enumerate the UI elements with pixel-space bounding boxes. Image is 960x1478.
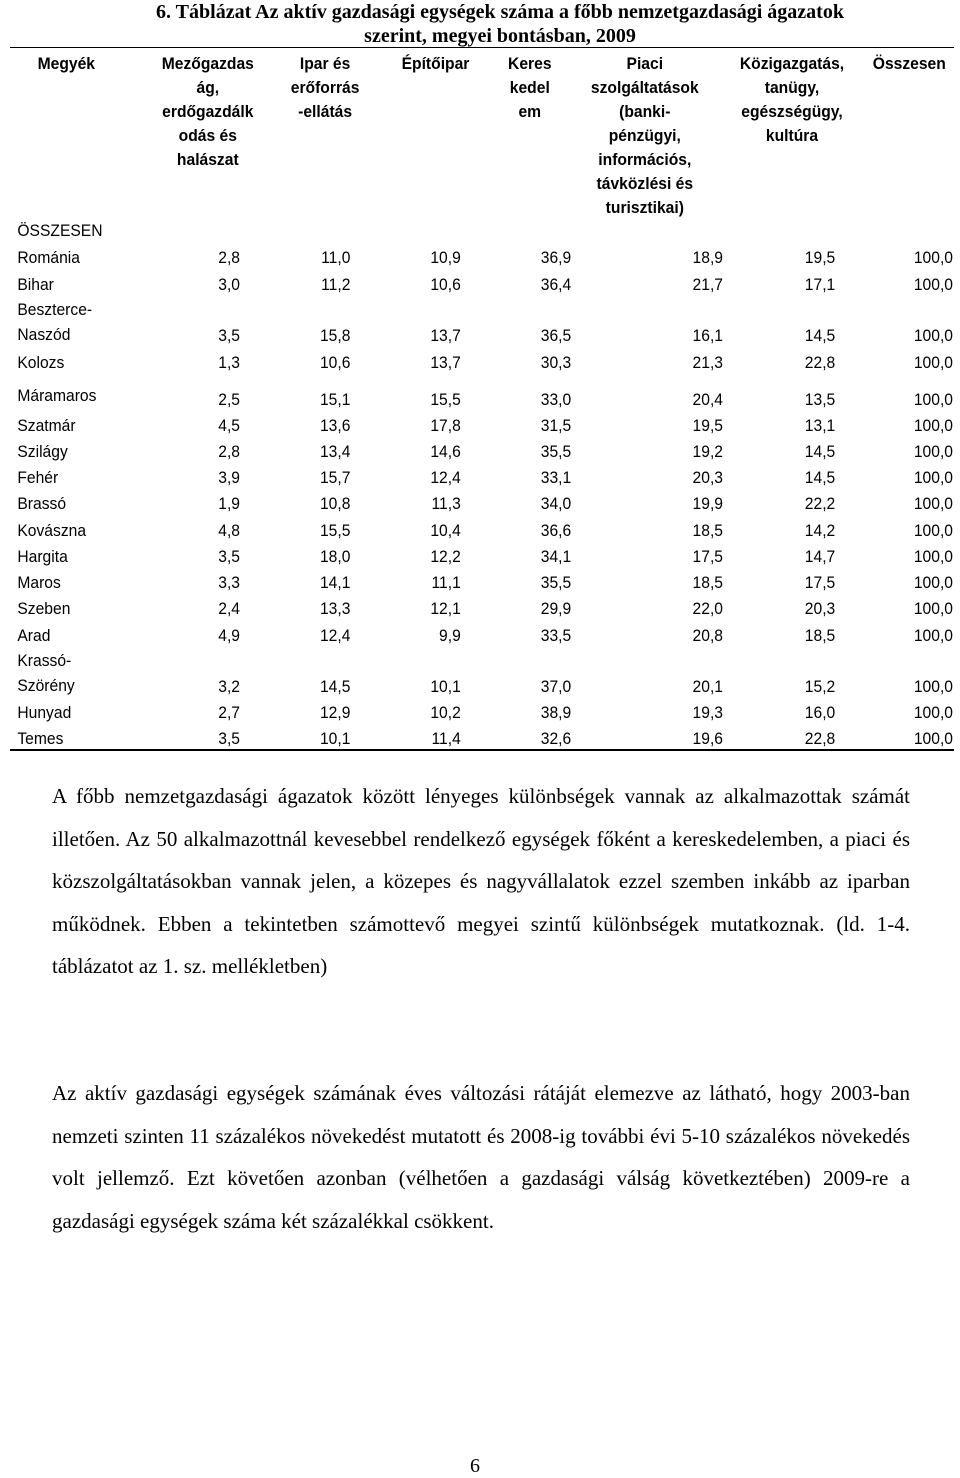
table-cell: 20,3 bbox=[692, 468, 723, 487]
table-row bbox=[10, 491, 954, 517]
county-name bbox=[17, 383, 96, 408]
header-total: Összesen bbox=[872, 54, 946, 73]
table-cell: 100,0 bbox=[913, 468, 953, 487]
county-name-line: Beszterce- bbox=[17, 300, 93, 319]
county-name-line: Maros bbox=[17, 573, 61, 592]
table-cell: 16,1 bbox=[692, 326, 723, 345]
table-cell: 100,0 bbox=[913, 703, 953, 722]
county-name-line: Máramaros bbox=[17, 386, 97, 405]
county-name bbox=[17, 272, 54, 297]
header-line: halászat bbox=[176, 150, 239, 169]
header-line: em bbox=[518, 102, 542, 121]
table-cell: 100,0 bbox=[913, 521, 953, 540]
table-cell: 21,3 bbox=[692, 353, 723, 372]
table-cell: 18,0 bbox=[319, 547, 351, 566]
county-name bbox=[17, 544, 67, 569]
table-cell: 13,3 bbox=[319, 599, 351, 618]
header-county: Megyék bbox=[37, 54, 95, 73]
table-cell: 100,0 bbox=[913, 729, 953, 748]
table-cell: 3,3 bbox=[218, 573, 240, 592]
county-name-line: Kolozs bbox=[17, 353, 65, 372]
table-cell: 22,2 bbox=[804, 494, 836, 513]
table-cell: 29,9 bbox=[540, 599, 572, 618]
header-line: kultúra bbox=[765, 126, 819, 145]
table-title bbox=[60, 0, 940, 48]
county-name bbox=[17, 439, 67, 464]
table-cell: 18,5 bbox=[692, 573, 723, 592]
table-row bbox=[10, 413, 954, 439]
table-cell: 21,7 bbox=[692, 275, 723, 294]
table-cell: 38,9 bbox=[540, 703, 572, 722]
county-name-line: Hargita bbox=[17, 547, 68, 566]
table-cell: 4,5 bbox=[218, 416, 240, 435]
table-cell: 11,0 bbox=[321, 248, 351, 267]
table-cell: 10,1 bbox=[430, 677, 461, 696]
table-cell: 33,5 bbox=[540, 626, 572, 645]
table-row bbox=[10, 596, 954, 622]
header-line: (banki- bbox=[619, 102, 671, 121]
table-cell: 13,4 bbox=[319, 442, 351, 461]
header-line: pénzügyi, bbox=[608, 126, 681, 145]
table-title-line-2: szerint, megyei bontásban, 2009 bbox=[364, 25, 636, 47]
table-cell: 17,5 bbox=[692, 547, 723, 566]
table-cell: 13,5 bbox=[804, 390, 836, 409]
table-cell: 17,1 bbox=[804, 275, 836, 294]
county-name bbox=[17, 700, 71, 725]
table-cell: 12,1 bbox=[430, 599, 461, 618]
table-cell: 14,1 bbox=[319, 573, 351, 592]
table-cell: 18,5 bbox=[692, 521, 723, 540]
table-cell: 100,0 bbox=[913, 353, 953, 372]
table-cell: 100,0 bbox=[913, 326, 953, 345]
table-cell: 1,3 bbox=[218, 353, 240, 372]
header-line: Mezőgazdas bbox=[161, 54, 254, 73]
county-name-line: Arad bbox=[17, 626, 51, 645]
table-cell: 9,9 bbox=[439, 626, 461, 645]
header-line: egészségügy, bbox=[741, 102, 843, 121]
table-cell: 35,5 bbox=[540, 442, 572, 461]
table-cell: 14,5 bbox=[804, 468, 836, 487]
table-cell: 20,3 bbox=[804, 599, 836, 618]
county-name-line: Hunyad bbox=[17, 703, 72, 722]
header-industry bbox=[268, 52, 383, 124]
table-cell: 15,8 bbox=[319, 326, 351, 345]
county-name-line: Krassó- bbox=[17, 651, 72, 670]
table-cell: 100,0 bbox=[913, 547, 953, 566]
table-row bbox=[10, 387, 954, 413]
county-name-line: Brassó bbox=[17, 494, 67, 513]
table-cell: 35,5 bbox=[540, 573, 572, 592]
table-cell: 12,2 bbox=[430, 547, 461, 566]
county-name bbox=[17, 491, 66, 516]
header-line: ág, bbox=[196, 78, 220, 97]
page-number: 6 bbox=[470, 1455, 480, 1477]
county-name-line: Temes bbox=[17, 729, 64, 748]
header-line: információs, bbox=[598, 150, 692, 169]
table-cell: 22,0 bbox=[692, 599, 723, 618]
table-cell: 19,2 bbox=[692, 442, 723, 461]
table-row bbox=[10, 245, 954, 271]
table-cell: 100,0 bbox=[913, 677, 953, 696]
county-name-line: Szatmár bbox=[17, 416, 76, 435]
county-name bbox=[17, 623, 50, 648]
header-line: szolgáltatások bbox=[590, 78, 699, 97]
table-cell: 12,4 bbox=[430, 468, 461, 487]
table-cell: 10,1 bbox=[319, 729, 351, 748]
table-cell: 100,0 bbox=[913, 390, 953, 409]
county-name bbox=[17, 245, 80, 270]
table-cell: 100,0 bbox=[913, 626, 953, 645]
table-cell: 36,6 bbox=[540, 521, 572, 540]
table-cell: 20,1 bbox=[692, 677, 723, 696]
table-cell: 10,8 bbox=[319, 494, 351, 513]
table-cell: 15,2 bbox=[804, 677, 836, 696]
table-cell: 13,1 bbox=[804, 416, 836, 435]
table-bottom-rule bbox=[10, 749, 954, 751]
table-row bbox=[10, 300, 954, 349]
table-cell: 19,6 bbox=[692, 729, 723, 748]
header-line: távközlési és bbox=[596, 174, 694, 193]
county-name-line: Naszód bbox=[17, 325, 71, 344]
header-line: -ellátás bbox=[298, 102, 353, 121]
county-name bbox=[17, 518, 86, 543]
table-cell: 4,9 bbox=[218, 626, 240, 645]
table-cell: 31,5 bbox=[540, 416, 572, 435]
table-row bbox=[10, 544, 954, 570]
table-cell: 19,9 bbox=[692, 494, 723, 513]
table-cell: 100,0 bbox=[913, 248, 953, 267]
table-cell: 14,5 bbox=[804, 442, 836, 461]
table-cell: 3,5 bbox=[218, 326, 240, 345]
table-cell: 18,9 bbox=[692, 248, 723, 267]
table-cell: 2,7 bbox=[218, 703, 240, 722]
table-cell: 36,5 bbox=[540, 326, 572, 345]
paragraph-2: Az aktív gazdasági egységek számának éves változási rátáját elemezve az látható, hogy 2003-ban nemzeti szinten 11 százalékos növekedést mutatott és 2008-ig további évi 5-10 százalékos növekedés volt jellemző. Ezt követően azonban (vélhetően a gazdasági válság következtében) 2009-re a gazdasági egységek száma két százalékkal csökkent. bbox=[52, 1081, 910, 1233]
header-agriculture bbox=[148, 52, 268, 172]
table-row bbox=[10, 439, 954, 465]
table-cell: 33,0 bbox=[540, 390, 572, 409]
table-cell: 14,7 bbox=[804, 547, 836, 566]
county-name bbox=[17, 465, 58, 490]
table-cell: 10,2 bbox=[430, 703, 461, 722]
table-cell: 4,8 bbox=[218, 521, 240, 540]
table-cell: 36,4 bbox=[540, 275, 572, 294]
header-line: tanügy, bbox=[764, 78, 820, 97]
county-name bbox=[17, 570, 60, 595]
table-cell: 11,1 bbox=[431, 573, 461, 592]
table-cell: 14,6 bbox=[430, 442, 461, 461]
header-line: kedel bbox=[509, 78, 550, 97]
header-line: turisztikai) bbox=[605, 198, 684, 217]
table-cell: 2,5 bbox=[218, 390, 240, 409]
table-cell: 22,8 bbox=[804, 353, 836, 372]
table-cell: 37,0 bbox=[540, 677, 572, 696]
table-cell: 100,0 bbox=[913, 599, 953, 618]
table-row bbox=[10, 623, 954, 649]
table-cell: 100,0 bbox=[913, 573, 953, 592]
table-cell: 19,5 bbox=[692, 416, 723, 435]
table-row bbox=[10, 651, 954, 700]
table-cell: 19,3 bbox=[692, 703, 723, 722]
table-cell: 15,5 bbox=[319, 521, 351, 540]
table-cell: 10,4 bbox=[430, 521, 461, 540]
table-cell: 3,0 bbox=[218, 275, 240, 294]
table-cell: 22,8 bbox=[804, 729, 836, 748]
header-line: Közigazgatás, bbox=[739, 54, 845, 73]
county-name-line: Szörény bbox=[17, 676, 75, 695]
table-cell: 36,9 bbox=[540, 248, 572, 267]
header-trade bbox=[479, 52, 580, 124]
table-cell: 11,2 bbox=[321, 275, 351, 294]
table-cell: 13,6 bbox=[319, 416, 351, 435]
paragraph-1: A főbb nemzetgazdasági ágazatok között lényeges különbségek vannak az alkalmazottak számát illetően. Az 50 alkalmazottnál kevesebbel rendelkező egységek főként a kereskedelemben, a piaci és közszolgáltatásokban vannak jelen, a közepes és nagyvállalatok ezzel szemben inkább az iparban működnek. Ebben a tekintetben számottevő megyei szintű különbségek mutatkoznak. (ld. 1-4. táblázatot az 1. sz. mellékletben) bbox=[52, 784, 910, 978]
table-cell: 3,2 bbox=[218, 677, 240, 696]
table-cell: 19,5 bbox=[804, 248, 836, 267]
county-name bbox=[17, 297, 92, 347]
table-cell: 17,8 bbox=[430, 416, 461, 435]
table-cell: 30,3 bbox=[540, 353, 572, 372]
county-name bbox=[17, 413, 75, 438]
header-line: Ipar és bbox=[299, 54, 351, 73]
table-cell: 2,8 bbox=[218, 248, 240, 267]
header-line: Piaci bbox=[626, 54, 664, 73]
table-cell: 10,6 bbox=[430, 275, 461, 294]
table-cell: 15,5 bbox=[430, 390, 461, 409]
table-cell: 34,0 bbox=[540, 494, 572, 513]
table-cell: 2,4 bbox=[218, 599, 240, 618]
county-name bbox=[17, 350, 64, 375]
table-cell: 20,4 bbox=[692, 390, 723, 409]
table-row bbox=[10, 465, 954, 491]
table-cell: 15,1 bbox=[319, 390, 351, 409]
header-line: Építőipar bbox=[401, 54, 470, 73]
table-cell: 3,9 bbox=[218, 468, 240, 487]
table-cell: 1,9 bbox=[218, 494, 240, 513]
table-cell: 100,0 bbox=[913, 442, 953, 461]
table-cell: 33,1 bbox=[540, 468, 572, 487]
table-cell: 100,0 bbox=[913, 416, 953, 435]
table-row bbox=[10, 272, 954, 298]
header-market-services bbox=[567, 52, 723, 220]
table-cell: 100,0 bbox=[913, 275, 953, 294]
table-cell: 12,9 bbox=[319, 703, 351, 722]
table-cell: 10,9 bbox=[430, 248, 461, 267]
table-cell: 2,8 bbox=[218, 442, 240, 461]
header-line: odás és bbox=[178, 126, 237, 145]
table-cell: 12,4 bbox=[319, 626, 351, 645]
table-cell: 34,1 bbox=[540, 547, 572, 566]
data-table bbox=[10, 47, 953, 751]
table-cell: 10,6 bbox=[319, 353, 351, 372]
county-name-line: Szeben bbox=[17, 599, 71, 618]
table-cell: 3,5 bbox=[218, 729, 240, 748]
table-row bbox=[10, 350, 954, 376]
header-line: erdőgazdálk bbox=[162, 102, 254, 121]
table-cell: 13,7 bbox=[430, 353, 461, 372]
county-name bbox=[17, 596, 70, 621]
table-cell: 11,4 bbox=[431, 729, 461, 748]
county-name bbox=[17, 726, 63, 751]
county-name-line: Kovászna bbox=[17, 521, 87, 540]
county-name-line: Fehér bbox=[17, 468, 59, 487]
table-cell: 16,0 bbox=[804, 703, 836, 722]
table-cell: 3,5 bbox=[218, 547, 240, 566]
table-cell: 14,2 bbox=[804, 521, 836, 540]
table-cell: 11,3 bbox=[431, 494, 461, 513]
section-label: ÖSSZESEN bbox=[17, 221, 103, 240]
table-cell: 32,6 bbox=[540, 729, 572, 748]
table-cell: 14,5 bbox=[319, 677, 351, 696]
table-row bbox=[10, 570, 954, 596]
county-name-line: Bihar bbox=[17, 275, 54, 294]
table-cell: 15,7 bbox=[319, 468, 351, 487]
county-name bbox=[17, 648, 74, 698]
table-title-line-1: 6. Táblázat Az aktív gazdasági egységek száma a főbb nemzetgazdasági ágazatok bbox=[156, 1, 844, 23]
header-public-services bbox=[714, 52, 870, 148]
header-construction bbox=[378, 52, 493, 76]
table-cell: 20,8 bbox=[692, 626, 723, 645]
table-row bbox=[10, 700, 954, 726]
header-line: erőforrás bbox=[290, 78, 360, 97]
county-name-line: Szilágy bbox=[17, 442, 68, 461]
table-cell: 14,5 bbox=[804, 326, 836, 345]
header-line: Keres bbox=[508, 54, 552, 73]
table-cell: 13,7 bbox=[430, 326, 461, 345]
table-cell: 17,5 bbox=[804, 573, 836, 592]
county-name-line: Románia bbox=[17, 248, 80, 267]
table-cell: 100,0 bbox=[913, 494, 953, 513]
table-cell: 18,5 bbox=[804, 626, 836, 645]
table-row bbox=[10, 518, 954, 544]
